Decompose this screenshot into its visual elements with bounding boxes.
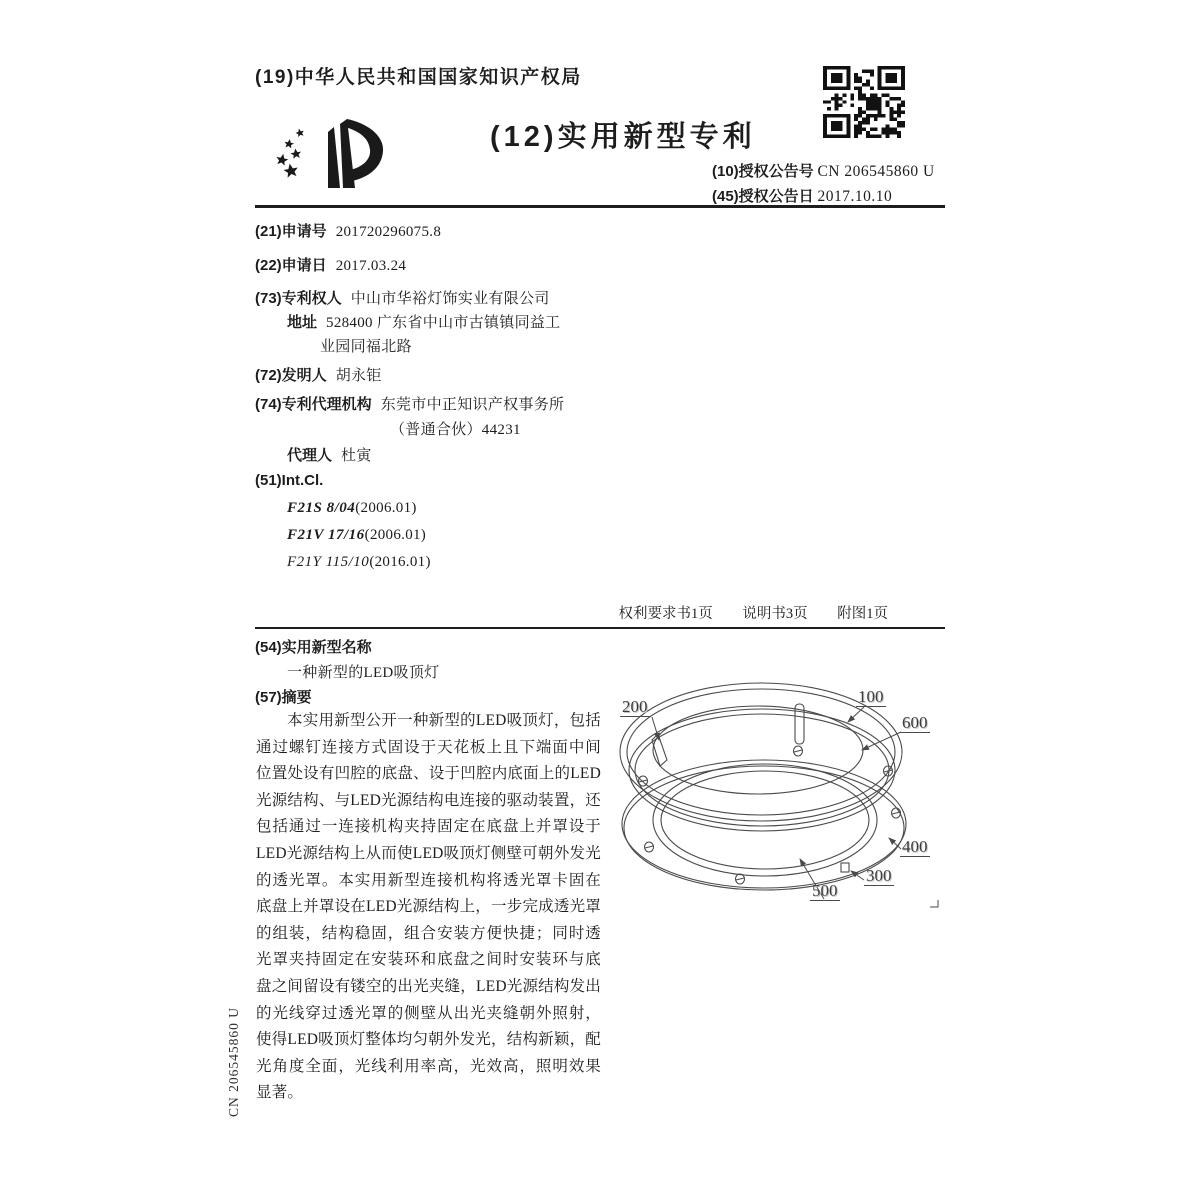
description-pages: 说明书3页 — [742, 606, 808, 622]
agent-value: 杜寅 — [341, 448, 372, 464]
field-agent — [287, 444, 372, 465]
pub-number-label: (10)授权公告号 — [712, 163, 814, 180]
ipc-code: F21V 17/16 — [287, 527, 365, 543]
invention-title-text: 一种新型的LED吸顶灯 — [287, 665, 440, 681]
section-divider — [255, 627, 945, 629]
invention-title — [287, 661, 439, 682]
side-publication-number: CN 206545860 U — [226, 1007, 241, 1118]
claims-pages: 权利要求书1页 — [618, 606, 713, 622]
field-address — [287, 311, 560, 332]
led-lamp-drawing — [612, 670, 958, 928]
pub-number-value: CN 206545860 U — [817, 163, 935, 180]
abstract-figure — [612, 670, 958, 928]
invention-name-section — [255, 636, 381, 657]
abstract-section — [255, 686, 321, 707]
agency-label: (74)专利代理机构 — [255, 396, 372, 413]
pub-date-line — [712, 185, 892, 206]
classification-row — [287, 554, 431, 571]
drawings-pages: 附图1页 — [837, 606, 888, 622]
pages-summary — [255, 602, 888, 623]
qr-code-icon — [823, 66, 905, 138]
cnipa-logo-icon — [276, 108, 394, 208]
ref-numeral-500: 500 — [812, 881, 838, 900]
pub-date-value: 2017.10.10 — [817, 188, 893, 205]
agency-extra-value: （普通合伙）44231 — [390, 422, 521, 438]
ref-numeral-300: 300 — [866, 866, 892, 885]
app-date-value: 2017.03.24 — [335, 258, 407, 274]
doc-type-title: (12)实用新型专利 — [490, 121, 756, 153]
header-divider — [255, 205, 945, 208]
intcl-label: (51)Int.Cl. — [255, 472, 324, 489]
pub-number-line — [712, 160, 935, 181]
pub-date-label: (45)授权公告日 — [712, 188, 814, 205]
field-address-cont — [320, 335, 412, 356]
agent-label: 代理人 — [287, 447, 333, 464]
ipc-code: F21Y 115/10 — [287, 554, 370, 570]
patentee-value: 中山市华裕灯饰实业有限公司 — [350, 291, 550, 307]
invention-name-label: (54)实用新型名称 — [255, 639, 372, 656]
patent-office-title: (19)中华人民共和国国家知识产权局 — [255, 67, 582, 88]
ref-numeral-100: 100 — [858, 687, 884, 706]
classification-row — [287, 527, 426, 544]
agency-value: 东莞市中正知识产权事务所 — [380, 397, 565, 413]
field-agency — [255, 393, 564, 414]
ipc-code: F21S 8/04 — [287, 500, 356, 516]
ipc-version: (2006.01) — [355, 500, 417, 516]
inventor-label: (72)发明人 — [255, 367, 327, 384]
address-line1: 528400 广东省中山市古镇镇同益工 — [326, 315, 561, 331]
inventor-value: 胡永钜 — [335, 368, 382, 384]
app-number-label: (21)申请号 — [255, 223, 327, 240]
ref-numeral-600: 600 — [902, 713, 928, 732]
classification-row — [287, 500, 417, 517]
abstract-text: 本实用新型公开一种新型的LED吸顶灯，包括通过螺钉连接方式固设于天花板上且下端面中间位置处设有凹腔的底盘、设于凹腔内底面上的LED光源结构、与LED光源结构电连接的驱动装置，还包括通过一连接机构夹持固定在底盘上并罩设于LED光源结构上从而使LED吸顶灯侧壁可朝外发光的透光罩。本实用新型连接机构将透光罩卡固在底盘上并罩设在LED光源结构上，一步完成透光罩的组装，结构稳固，组合安装方便快捷；同时透光罩夹持固定在安装环和底盘之间时安装环与底盘之间留设有镂空的出光夹缝，LED光源结构发出的光线穿过透光罩的侧壁从出光夹缝朝外照射，使得LED吸顶灯整体均匀朝外发光，结构新颖，配光角度全面，光线利用率高，光效高，照明效果显著。 — [256, 712, 601, 1102]
ref-numeral-400: 400 — [902, 837, 928, 856]
app-number-value: 201720296075.8 — [335, 224, 442, 240]
ref-numeral-200: 200 — [622, 697, 648, 716]
app-date-label: (22)申请日 — [255, 257, 327, 274]
address-label: 地址 — [287, 314, 318, 331]
abstract-label: (57)摘要 — [255, 689, 312, 706]
patentee-label: (73)专利权人 — [255, 290, 342, 307]
ipc-version: (2006.01) — [364, 527, 427, 543]
field-intcl — [255, 472, 332, 490]
field-patentee — [255, 287, 550, 308]
field-app-date — [255, 254, 406, 275]
field-agency-extra — [390, 418, 521, 439]
field-inventor — [255, 364, 382, 385]
ipc-version: (2016.01) — [369, 554, 431, 570]
field-app-number — [255, 220, 441, 241]
address-line2: 业园同福北路 — [320, 339, 412, 355]
